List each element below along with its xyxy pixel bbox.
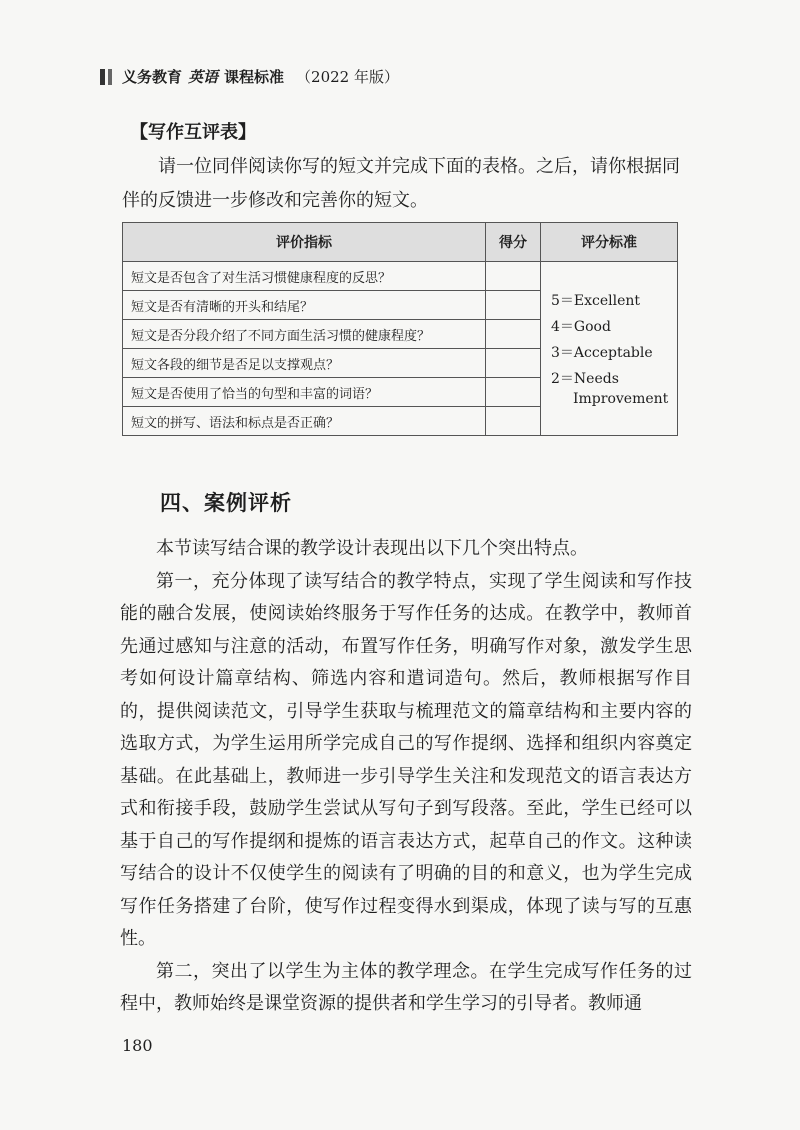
header-indicator: 评价指标	[123, 223, 486, 262]
score-cell[interactable]	[486, 291, 541, 320]
indicator-cell: 短文是否有清晰的开头和结尾？	[123, 291, 486, 320]
score-cell[interactable]	[486, 349, 541, 378]
header-title: 义务教育	[122, 68, 183, 86]
table-row	[123, 262, 678, 291]
peer-review-table	[122, 222, 678, 436]
score-cell[interactable]	[486, 320, 541, 349]
paragraph: 本节读写结合课的教学设计表现出以下几个突出特点。	[156, 538, 588, 559]
score-cell[interactable]	[486, 378, 541, 407]
header-criteria: 评分标准	[541, 223, 678, 262]
running-header	[100, 66, 399, 87]
header-standard: 课程标准	[224, 68, 285, 86]
indicator-cell: 短文是否包含了对生活习惯健康程度的反思？	[123, 262, 486, 291]
indicator-cell: 短文是否使用了恰当的句型和丰富的词语？	[123, 378, 486, 407]
header-edition: （2022 年版）	[296, 68, 399, 86]
criteria-item: 3＝Acceptable	[551, 345, 653, 361]
paragraph: 第一，充分体现了读写结合的教学特点，实现了学生阅读和写作技能的融合发展，使阅读始终服务于写作任务的达成。在教学中，教师首先通过感知与注意的活动，布置写作任务，明确写作对象，激发学生思考如何设计篇章结构、筛选内容和遣词造句。然后，教师根据写作目的，提供阅读范文，引导学生获取与梳理范文的篇章结构和主要内容的选取方式，为学生运用所学完成自己的写作提纲、选择和组织内容奠定基础。在此基础上，教师进一步引导学生关注和发现范文的语言表达方式和衔接手段，鼓励学生尝试从写句子到写段落。至此，学生已经可以基于自己的写作提纲和提炼的语言表达方式，起草自己的作文。这种读写结合的设计不仅使学生的阅读有了明确的目的和意义，也为学生完成写作任务搭建了台阶，使写作过程变得水到渠成，体现了读与写的互惠性。	[120, 570, 692, 949]
indicator-cell: 短文是否分段介绍了不同方面生活习惯的健康程度？	[123, 320, 486, 349]
case-analysis-heading: 四、案例评析	[160, 490, 292, 515]
peer-review-intro: 请一位同伴阅读你写的短文并完成下面的表格。之后，请你根据同伴的反馈进一步修改和完善你的短文。	[122, 156, 680, 211]
criteria-cell	[541, 262, 678, 436]
criteria-item: Improvement	[573, 391, 669, 407]
paragraph: 第二，突出了以学生为主体的教学理念。在学生完成写作任务的过程中，教师始终是课堂资源的提供者和学生学习的引导者。教师通	[120, 960, 692, 1014]
criteria-item: 4＝Good	[551, 319, 611, 335]
header-subject: 英语	[188, 68, 219, 86]
score-cell[interactable]	[486, 407, 541, 436]
case-analysis-body	[120, 533, 692, 1021]
indicator-cell: 短文的拼写、语法和标点是否正确？	[123, 407, 486, 436]
criteria-item: 2＝Needs	[551, 371, 619, 387]
score-cell[interactable]	[486, 262, 541, 291]
indicator-cell: 短文各段的细节是否足以支撑观点？	[123, 349, 486, 378]
criteria-item: 5＝Excellent	[551, 293, 641, 309]
header-bars-icon	[100, 69, 112, 85]
peer-review-title: 【写作互评表】	[130, 122, 256, 143]
page-number: 180	[122, 1036, 153, 1055]
header-score: 得分	[486, 223, 541, 262]
